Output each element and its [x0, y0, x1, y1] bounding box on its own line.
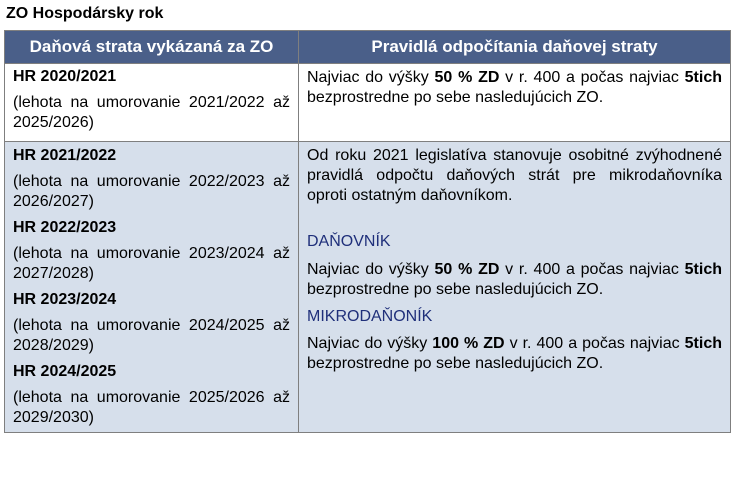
intro-text: Od roku 2021 legislatíva stanovuje osobitné zvýhodnené pravidlá odpočtu daňových strát pre mikrodaňovníka oproti ostatným daňovníkom. — [307, 147, 722, 204]
tax-loss-table — [4, 30, 731, 433]
danovnik-rule: Najviac do výšky 50 % ZD v r. 400 a počas najviac 5tich bezprostredne po sebe nasledujúcich ZO. — [307, 261, 722, 298]
mikrodanovnik-rule: Najviac do výšky 100 % ZD v r. 400 a počas najviac 5tich bezprostredne po sebe nasledujúcich ZO. — [307, 335, 722, 372]
period-year: HR 2023/2024 — [13, 291, 117, 308]
period-deadline: (lehota na umorovanie 2024/2025 až 2028/2029) — [13, 317, 290, 354]
header-loss-period: Daňová strata vykázaná za ZO — [5, 31, 299, 64]
period-year: HR 2021/2022 — [13, 147, 117, 164]
period-deadline: (lehota na umorovanie 2022/2023 až 2026/2027) — [13, 173, 290, 210]
mikrodanovnik-heading: MIKRODAŇONÍK — [307, 308, 433, 325]
loss-period-cell — [5, 64, 299, 142]
period-year: HR 2024/2025 — [13, 363, 117, 380]
page-title: ZO Hospodársky rok — [6, 5, 164, 22]
table-row — [5, 142, 731, 433]
rule-text: Najviac do výšky 50 % ZD v r. 400 a počas najviac 5tich bezprostredne po sebe nasledujúcich ZO. — [307, 69, 722, 106]
loss-period-cell — [5, 142, 299, 433]
header-deduction-rules: Pravidlá odpočítania daňovej straty — [299, 31, 731, 64]
period-year: HR 2022/2023 — [13, 219, 117, 236]
rule-cell — [299, 64, 731, 142]
period-deadline: (lehota na umorovanie 2025/2026 až 2029/2030) — [13, 389, 290, 426]
danovnik-heading: DAŇOVNÍK — [307, 233, 391, 250]
period-deadline: (lehota na umorovanie 2021/2022 až 2025/2026) — [13, 94, 290, 131]
table-header-row — [5, 31, 731, 64]
period-deadline: (lehota na umorovanie 2023/2024 až 2027/2028) — [13, 245, 290, 282]
table-row — [5, 64, 731, 142]
period-year: HR 2020/2021 — [13, 68, 117, 85]
rule-cell — [299, 142, 731, 433]
